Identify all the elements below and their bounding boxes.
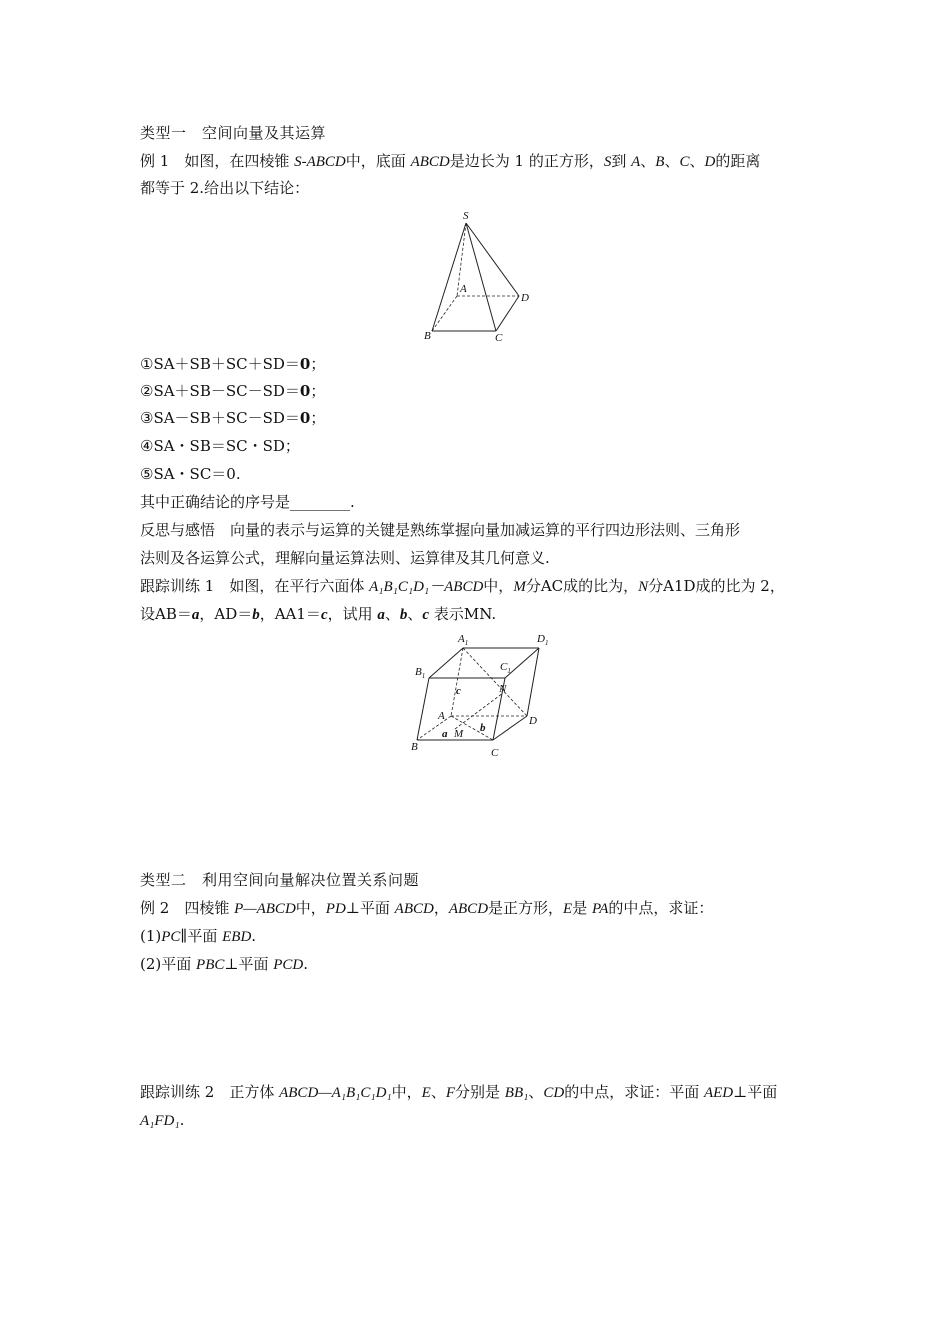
statement-2-expr: ②SA＋SB－SC－SD＝ [140,382,300,400]
practice1-sep2: 、 [407,605,423,623]
example2-text-d: ， [433,899,449,917]
practice1-sep1: 、 [384,605,400,623]
edge-cd [496,296,519,331]
practice2-e: E [421,1085,431,1101]
practice2-solid: ABCD—A₁B₁C₁D₁ [279,1085,392,1101]
example2-text-f: 是 [572,899,592,917]
example2-part1 [140,926,812,947]
example1-base: ABCD [410,154,450,170]
example1-text-b: 中，底面 [345,152,411,170]
practice1-vb: b [252,607,260,623]
practice2-sep2: 、 [528,1083,544,1101]
example2-line1 [140,898,812,919]
practice2-bb1: BB₁ [504,1085,529,1101]
practice1-vb2: b [399,607,408,623]
example2-part2-a: (2)平面 [140,955,197,973]
example2-part1-c: . [251,927,257,945]
statement-3-zero: 0 [299,409,311,427]
reflection-line1: 反思与感悟 向量的表示与运算的关键是熟练掌握向量加减运算的平行四边形法则、三角形 [140,521,741,539]
example2-part2-pcd: PCD [273,957,304,973]
label-d: D [521,292,529,304]
practice1-text-b: 中， [483,577,514,595]
practice2-text-c: 分别是 [455,1083,505,1101]
example2-text-c: ⊥平面 [345,899,395,917]
practice2-text-a: 正方体 [229,1083,280,1101]
example1-d: D [704,154,716,170]
label-b: B [424,330,431,342]
section1-title: 类型一 空间向量及其运算 [140,124,327,142]
statement-2-end: ； [310,382,326,400]
practice2-f: F [445,1085,456,1101]
example1-text-e: 的距离 [715,152,761,170]
diag-a1d [463,648,527,716]
edge-a1a [451,648,463,716]
example2-part1-ebd: EBD [222,929,252,945]
example2-part2-pbc: PBC [196,957,225,973]
practice1-vc: c [320,607,328,623]
parallelepiped-figure [405,628,555,762]
practice1-line2-c: ，AA1＝ [259,605,321,623]
example2-text-a: 四棱锥 [184,899,235,917]
pyramid-figure [420,205,540,347]
practice2-cd: CD [543,1085,565,1101]
example2-e: E [563,901,573,917]
label-b1: $B_1$ [415,666,426,680]
practice2-line2 [140,1110,812,1131]
example2-abcd2: ABCD [448,901,489,917]
reflection-line2: 法则及各运算公式，理解向量运算法则、运算律及其几何意义. [140,549,550,567]
example2-part1-a: (1) [140,927,162,945]
practice1-label: 跟踪训练 1 [140,577,215,595]
example1-a: A [631,154,641,170]
practice2-line2-end: . [179,1111,185,1129]
edge-d1d [527,648,539,716]
example2-part1-pc: PC [161,929,181,945]
label-a1: $A_1$ [458,633,469,647]
example1-text-c: 是边长为 1 的正方形， [449,152,604,170]
practice2-aed: AED [703,1085,734,1101]
example2-label: 例 2 [140,899,170,917]
edge-ab [432,296,457,331]
practice2-text-e: ⊥平面 [733,1083,778,1101]
edge-b1b [417,678,429,740]
practice1-line2-e: 表示MN. [429,605,497,623]
example2-part1-b: ∥平面 [180,927,223,945]
practice1-va: a [191,607,200,623]
example2-pd: PD [325,901,346,917]
example1-text-a: 如图，在四棱锥 [184,152,295,170]
practice1-line2-b: ，AD＝ [199,605,253,623]
statement-3-end: ； [310,409,326,427]
statement-2-zero: 0 [299,382,311,400]
example1-b: B [655,154,665,170]
practice1-solid: A₁B₁C₁D₁－ABCD [369,579,484,595]
practice1-n: N [638,579,649,595]
example1-c: C [679,154,690,170]
statement-3-expr: ③SA－SB＋SC－SD＝ [140,409,300,427]
label-d: D [529,715,537,727]
edge-sc [466,223,496,331]
practice2-text-d: 的中点，求证：平面 [564,1083,704,1101]
statement-1-expr: ①SA＋SB＋SC＋SD＝ [140,355,300,373]
edge-a1b1 [429,648,463,678]
edge-sd [466,223,519,296]
example1-line2: 都等于 2.给出以下结论： [140,179,310,197]
example2-part2-b: ⊥平面 [224,955,274,973]
label-c: C [495,332,503,344]
example1-sep2: 、 [664,152,680,170]
label-n: N [499,683,507,695]
label-va: a [442,728,448,740]
statement-1 [140,354,812,374]
practice1-text-c: 分AC成的比为， [525,577,639,595]
statement-1-zero: 0 [299,355,311,373]
statement-3 [140,408,812,428]
practice1-vc2: c [422,607,430,623]
practice1-text-d: 分A1D成的比为 2， [648,577,785,595]
example1-sep1: 、 [640,152,656,170]
statement-4-expr: ④SA・SB＝SC・SD； [140,437,300,455]
example2-part2 [140,954,812,975]
example2-pa: PA [592,901,609,917]
example1-pyramid: S-ABCD [294,154,346,170]
example2-text-g: 的中点，求证： [608,899,714,917]
practice2-line1 [140,1082,812,1103]
example1-line1 [140,151,812,172]
label-a: A [438,710,445,722]
example2-pyramid: P—ABCD [234,901,296,917]
practice2-text-b: 中， [391,1083,422,1101]
practice2-line2-plane: A₁FD₁ [140,1113,180,1129]
practice1-line2 [140,604,812,625]
statement-2 [140,381,812,401]
practice1-m: M [513,579,526,595]
answer-prompt: 其中正确结论的序号是________. [140,493,355,511]
label-c1: $C_1$ [500,661,511,675]
statement-5-expr: ⑤SA・SC＝0. [140,465,241,483]
example1-s: S [603,154,612,170]
practice2-label: 跟踪训练 2 [140,1083,215,1101]
statement-1-end: ； [310,355,326,373]
label-s: S [463,210,469,222]
section2-title: 类型二 利用空间向量解决位置关系问题 [140,871,420,889]
label-c: C [491,747,499,759]
label-b: B [411,741,418,753]
example1-sep3: 、 [689,152,705,170]
practice1-line1 [140,576,812,597]
statement-4 [140,436,812,456]
edge-cd [493,716,527,740]
example2-part2-c: . [303,955,309,973]
practice1-text-a: 如图，在平行六面体 [229,577,370,595]
example2-text-b: 中， [295,899,326,917]
example2-text-e: 是正方形， [488,899,564,917]
statement-5 [140,464,812,484]
edge-sb [432,223,466,331]
label-d1: $D_1$ [537,633,549,647]
practice1-va2: a [377,607,385,623]
label-vc: c [456,685,461,697]
example1-text-d: 到 [611,152,632,170]
label-a: A [460,283,467,295]
label-m: M [454,728,464,740]
practice1-line2-d: ，试用 [327,605,378,623]
practice1-line2-a: 设AB＝ [140,605,192,623]
label-vb: b [480,722,486,734]
example2-abcd1: ABCD [394,901,434,917]
example1-label: 例 1 [140,152,170,170]
practice2-sep: 、 [430,1083,446,1101]
